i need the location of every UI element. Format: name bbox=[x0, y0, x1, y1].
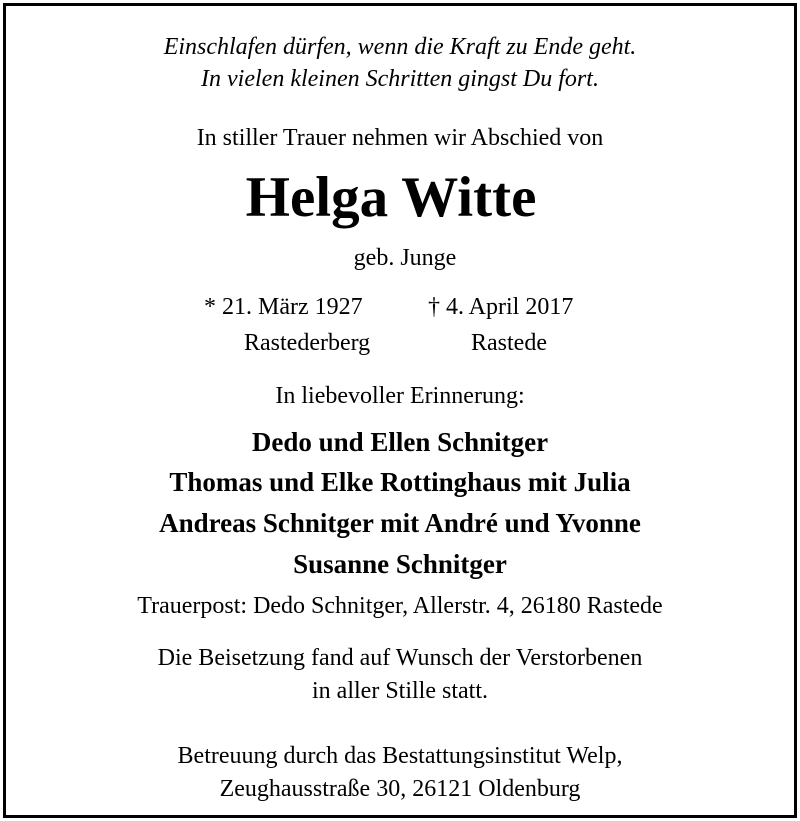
burial-line-1: Die Beisetzung fand auf Wunsch der Verstorbenen bbox=[157, 645, 643, 671]
mourning-address: Trauerpost: Dedo Schnitger, Allerstr. 4, 26180 Rastede bbox=[137, 593, 663, 619]
birth-place: Rastederberg bbox=[244, 330, 371, 356]
intro-text: In stiller Trauer nehmen wir Abschied von bbox=[196, 125, 604, 151]
death-date: † 4. April 2017 bbox=[428, 294, 574, 320]
verse-line-2: In vielen kleinen Schritten gingst Du fort. bbox=[201, 66, 599, 92]
maiden-name: geb. Junge bbox=[353, 245, 457, 271]
verse-line-1: Einschlafen dürfen, wenn die Kraft zu Ende geht. bbox=[163, 34, 637, 60]
memory-intro: In liebevoller Erinnerung: bbox=[275, 383, 525, 409]
family-line: Dedo und Ellen Schnitger bbox=[251, 427, 549, 457]
undertaker-line-1: Betreuung durch das Bestattungsinstitut Welp, bbox=[177, 743, 623, 769]
death-place: Rastede bbox=[471, 330, 547, 356]
undertaker-line-2: Zeughausstraße 30, 26121 Oldenburg bbox=[219, 776, 581, 802]
burial-line-2: in aller Stille statt. bbox=[312, 678, 488, 704]
obituary-notice bbox=[3, 3, 797, 818]
deceased-name: Helga Witte bbox=[245, 166, 537, 229]
family-line: Thomas und Elke Rottinghaus mit Julia bbox=[169, 467, 631, 497]
family-line: Andreas Schnitger mit André und Yvonne bbox=[159, 508, 641, 538]
birth-date: * 21. März 1927 bbox=[204, 294, 363, 320]
family-line: Susanne Schnitger bbox=[293, 549, 507, 579]
